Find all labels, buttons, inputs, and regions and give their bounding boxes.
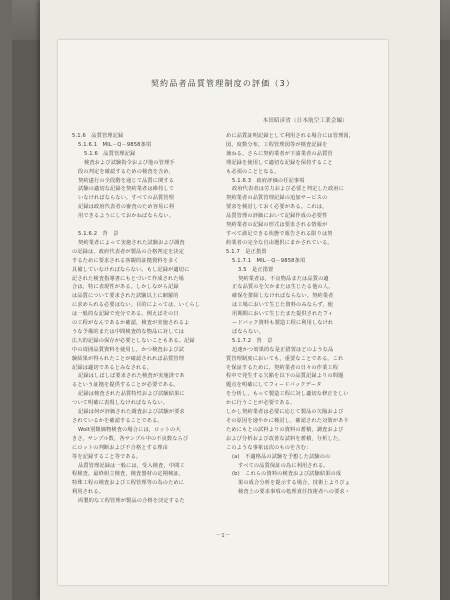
- text-line: 両製的な工程管理が製品の合格を決定するた: [78, 498, 185, 505]
- text-line: 利用される。: [72, 489, 105, 496]
- text-line: 用できるようにしておかねばならない。: [78, 213, 175, 220]
- text-line: も必須のこととなる。: [226, 168, 280, 175]
- text-line: および分析および改善な試料を蓄積，分析した，: [226, 435, 344, 442]
- text-line: 用期間において生じたまた提供されたフィ: [232, 311, 333, 318]
- text-line: 要求を検討しておく必要がある。これは，: [226, 204, 328, 211]
- text-line: 約業者の完全な自由選択にまかされている。: [226, 239, 333, 246]
- text-line: 品質管理の評価において記録作成の必要性: [226, 213, 328, 220]
- text-line: [72, 221, 224, 230]
- text-line: 記録は適切であるとみなされる。: [72, 364, 153, 371]
- text-line: 契約業者によって実施された試験および調査: [78, 239, 185, 246]
- document-page: [58, 40, 388, 585]
- text-line: を分析し，もって製造工程に対し適切な修正をしい: [226, 391, 349, 398]
- text-line: めに品質証明記録として利用される場合には管理図，: [226, 133, 355, 139]
- text-line: に求められる必要はない。目的によっては，いくらし: [72, 302, 201, 309]
- text-line: にロットの判断および不合格とする理由: [72, 444, 168, 451]
- book-edge: [0, 0, 12, 600]
- text-line: いなければならない。すべての品質管理: [78, 195, 174, 202]
- text-line: しかし契約業者は必要に応じて製品の欠陥および: [226, 409, 344, 416]
- text-line: 図，度数分布，工程管理図等が検査記録を: [226, 141, 328, 148]
- text-line: 5.1.6.1 MIL－Q－9858条項: [78, 141, 152, 148]
- text-line: 等を記録すること等である。: [72, 453, 142, 460]
- text-line: るという証拠を提供することが必要である。: [72, 382, 179, 389]
- text-line: 品質管理記録は一般には，受入検査，中間工: [78, 462, 185, 469]
- left-text-column: [72, 132, 224, 506]
- text-line: 正な品質のを欠かまたは生じたる他の人。: [232, 284, 334, 291]
- text-line: 5.1.7.2 背 景: [232, 337, 273, 344]
- text-line: すべての品質保証の為に利用される。: [238, 462, 329, 469]
- text-line: は一般的な記録で充分である。例えばその日: [72, 311, 179, 318]
- text-line: 検査上の要求事項の処理責任技術者への要求・: [238, 489, 351, 496]
- text-line: 契約業者の品質管理記録の追加サービスの: [226, 195, 328, 202]
- text-line: の記録は，政府代表者が製品の合格判定を決定: [72, 248, 185, 255]
- text-line: 題点を明確にしてフィードバックデータ: [226, 382, 322, 389]
- text-line: 5.1.6.2 背 景: [78, 230, 119, 237]
- text-line: (a) 不適格品の試験を予想した試験のの: [232, 453, 331, 460]
- text-line: 段の判定を確認するための検査を含め，: [78, 168, 174, 175]
- page-number: －1－: [215, 533, 231, 539]
- text-line: 5.1.6 品質管理記録: [72, 133, 124, 139]
- text-line: 広大的記録の保存が必要としないこともある。記録: [72, 337, 195, 344]
- text-line: を保証するために，契約業者の日々の作業工程: [226, 364, 339, 371]
- text-line: 記録は政府代表者の審査のため容易に利: [78, 204, 175, 211]
- text-line: 契約業者は，不良物品または品質の適: [238, 275, 329, 282]
- text-line: ードバック資料も製造工程に利用しなけれ: [232, 320, 334, 327]
- text-line: 記された検査指導書にもとづいて作成された場: [72, 275, 184, 282]
- text-line: 中の周囲品質資料を使用し，かつ検査および試: [72, 346, 185, 353]
- text-line: このような事象は次のものを含む：: [226, 444, 312, 451]
- text-line: 具備していなければならない。もし記録が適切に: [72, 266, 190, 273]
- text-line: するために要求される客観的証拠資料を多く: [72, 257, 179, 264]
- text-line: 程中で発生する欠陥を以下の品質記録よりの問題: [226, 373, 344, 380]
- text-line: 特殊工程の検査および工程管理等の為のために: [72, 480, 185, 487]
- text-line: 3.5 是正措置: [238, 266, 274, 273]
- text-line: きさ，サンプル数，各サンプル中の不良数ならび: [72, 435, 189, 442]
- text-line: ためにもとの試料よりの資料の蓄積，調査および: [226, 426, 344, 433]
- text-line: 質管理制度においても，重要なことである。これ: [226, 355, 344, 362]
- text-line: 政府代表者は労力および必要と判定した政府に: [232, 186, 345, 193]
- text-line: 兼ねる。さらに契約業者が下請業者の品質管: [226, 150, 333, 157]
- text-line: 程検査，最終組立検査，検査器材の定期検証，: [72, 471, 185, 478]
- text-line: は工場において生じた資料のみならず，使: [232, 302, 333, 309]
- text-line: 記録はしばしば要求された検査が実施済であ: [78, 373, 185, 380]
- text-line: (b) これらの資料の検査および試験結果の成: [232, 471, 342, 478]
- text-line: Wolt別類価物検査の場合には，ロットの大: [78, 426, 181, 433]
- text-line: うな予備的または中間検査的な物品に対しては: [72, 328, 185, 335]
- text-line: 契約業者の記録の形式は要求される情報が: [226, 222, 328, 229]
- text-line: 試験の適切な記録を契約業者は維持して: [78, 186, 175, 193]
- text-line: 確保を排除しなければならない。契約業者: [232, 293, 334, 300]
- text-line: ばならない。: [232, 328, 265, 335]
- text-line: 契約遂行の全段階を通じて品質に関する: [78, 177, 175, 184]
- text-line: の工程がなんであるか確認，検査が実施されるよ: [72, 320, 190, 327]
- text-line: されているかを確認することである。: [72, 418, 163, 424]
- text-line: 5.1.6 品質管理記録: [84, 150, 136, 157]
- text-line: ついて明確に表現しなければならない。: [72, 400, 169, 407]
- text-line: 理記録を使用して適切な記録を保持すること: [226, 159, 333, 166]
- text-line: 記録は何が評価された調査および試験が要求: [78, 409, 185, 416]
- text-line: 記録は検査された品質特性および試験結果に: [78, 391, 185, 398]
- text-line: 5.1.7 是正措置: [226, 248, 267, 255]
- text-line: 5.1.7.1 MIL－Q－9858条項: [232, 257, 306, 264]
- text-line: は品質について要求された試験以上に網羅的: [72, 293, 179, 300]
- text-line: すべて満足できる状態で報告される限りは契: [226, 230, 333, 237]
- text-line: その原因を速やかに検討し，確認された対策があり: [226, 418, 349, 424]
- text-line: 5.1.6.3 政府評価の任記事項: [232, 177, 305, 184]
- text-line: 検査および試験指令および他の管理手: [84, 159, 175, 166]
- right-text-column: [226, 132, 378, 497]
- document-author: 本田昭彦省（日本航空工業会編）: [262, 118, 348, 124]
- text-line: かに行うことが必要である。: [226, 400, 296, 407]
- text-line: 迅速かつ効果的な是正措置はどのような品: [232, 346, 334, 353]
- text-line: 合は，特に表現性がある。しかしながら記録: [72, 284, 179, 291]
- text-line: 果の成合分析を提示する場合，技術上よりびょ: [238, 480, 351, 487]
- text-line: 験結果が得られたことが確認されれば品質管理: [72, 355, 185, 362]
- document-title: 契約品者品質管理制度の評価（3）: [150, 79, 296, 88]
